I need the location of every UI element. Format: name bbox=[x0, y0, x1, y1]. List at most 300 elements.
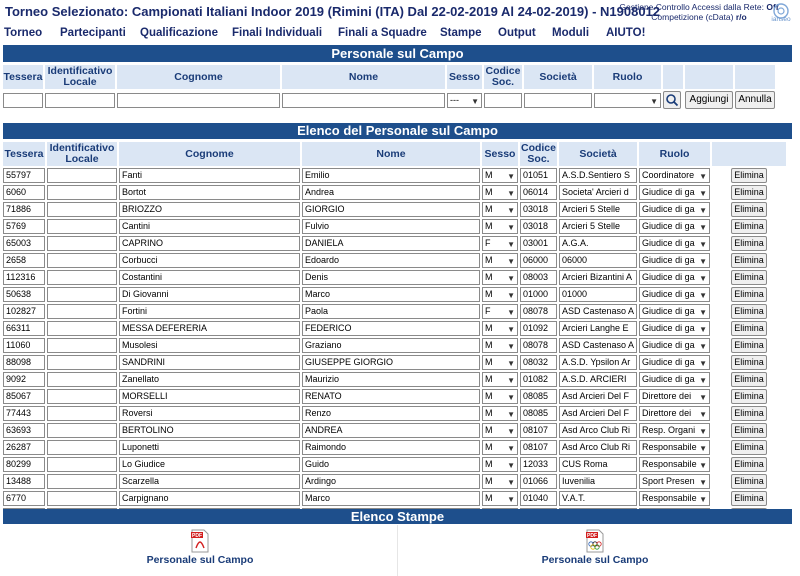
row-societa[interactable]: A.G.A. bbox=[559, 236, 637, 251]
row-societa[interactable]: Asd Arcieri Del F bbox=[559, 389, 637, 404]
row-identificativo[interactable] bbox=[47, 304, 117, 319]
row-nome[interactable]: Graziano bbox=[302, 338, 480, 353]
row-identificativo[interactable] bbox=[47, 457, 117, 472]
row-codice[interactable]: 01000 bbox=[520, 287, 557, 302]
row-identificativo[interactable] bbox=[47, 185, 117, 200]
chevron-down-icon: ▼ bbox=[507, 172, 515, 181]
delete-button[interactable]: Elimina bbox=[731, 338, 767, 353]
print-label[interactable]: Personale sul Campo bbox=[541, 554, 649, 566]
row-nome[interactable]: FEDERICO bbox=[302, 321, 480, 336]
row-tessera[interactable]: 63693 bbox=[3, 423, 45, 438]
tournament-title: Torneo Selezionato: Campionati Italiani Indoor 2019 (Rimini (ITA) Dal 22-02-2019 Al 24-02-2019) - N1908012 bbox=[5, 4, 661, 19]
row-sesso-select[interactable] bbox=[482, 338, 518, 353]
table-row bbox=[3, 423, 786, 438]
delete-button[interactable]: Elimina bbox=[731, 491, 767, 506]
menu-qualificazione[interactable]: Qualificazione bbox=[140, 27, 218, 39]
row-societa[interactable]: 06000 bbox=[559, 253, 637, 268]
list-col-sesso: Sesso bbox=[482, 142, 518, 166]
row-nome[interactable]: Marco bbox=[302, 491, 480, 506]
row-ruolo-value: Responsabile bbox=[642, 493, 697, 503]
chevron-down-icon: ▼ bbox=[507, 189, 515, 198]
row-sesso-value: M bbox=[485, 425, 493, 435]
row-ruolo-value: Direttore dei bbox=[642, 408, 692, 418]
row-cognome[interactable]: Di Giovanni bbox=[119, 287, 300, 302]
chevron-down-icon: ▼ bbox=[699, 206, 708, 215]
row-tessera[interactable]: 88098 bbox=[3, 355, 45, 370]
societa-input[interactable] bbox=[524, 93, 592, 108]
row-sesso-select[interactable] bbox=[482, 423, 518, 438]
row-ruolo-select[interactable] bbox=[639, 253, 710, 268]
pdf-icon[interactable] bbox=[190, 529, 210, 553]
row-nome[interactable]: Renzo bbox=[302, 406, 480, 421]
row-codice[interactable]: 01066 bbox=[520, 474, 557, 489]
chevron-down-icon: ▼ bbox=[507, 427, 515, 436]
access-line1: Gestione Controllo Accessi dalla Rete: bbox=[619, 2, 764, 12]
row-cognome[interactable]: Musolesi bbox=[119, 338, 300, 353]
row-cognome[interactable]: Cantini bbox=[119, 219, 300, 234]
chevron-down-icon: ▼ bbox=[699, 325, 708, 334]
row-tessera[interactable]: 66311 bbox=[3, 321, 45, 336]
cognome-input[interactable] bbox=[117, 93, 280, 108]
row-nome[interactable]: Fulvio bbox=[302, 219, 480, 234]
row-tessera[interactable]: 80299 bbox=[3, 457, 45, 472]
delete-button[interactable]: Elimina bbox=[731, 219, 767, 234]
row-identificativo[interactable] bbox=[47, 474, 117, 489]
row-ruolo-select[interactable] bbox=[639, 406, 710, 421]
menu-torneo[interactable]: Torneo bbox=[4, 27, 43, 39]
row-sesso-select[interactable] bbox=[482, 389, 518, 404]
chevron-down-icon: ▼ bbox=[699, 427, 708, 436]
row-sesso-value: M bbox=[485, 170, 493, 180]
row-sesso-select[interactable] bbox=[482, 304, 518, 319]
row-ruolo-select[interactable] bbox=[639, 202, 710, 217]
row-ruolo-select[interactable] bbox=[639, 423, 710, 438]
row-societa[interactable]: Asd Arco Club Ri bbox=[559, 423, 637, 438]
delete-button[interactable]: Elimina bbox=[731, 253, 767, 268]
row-ruolo-select[interactable] bbox=[639, 219, 710, 234]
row-nome[interactable]: Edoardo bbox=[302, 253, 480, 268]
menu-finali-individuali[interactable]: Finali Individuali bbox=[232, 27, 323, 39]
chevron-down-icon: ▼ bbox=[699, 342, 708, 351]
table-row bbox=[3, 491, 786, 506]
row-societa[interactable]: ASD Castenaso A bbox=[559, 338, 637, 353]
row-ruolo-value: Giudice di ga bbox=[642, 255, 695, 265]
search-icon bbox=[665, 93, 679, 107]
row-ruolo-select[interactable] bbox=[639, 440, 710, 455]
row-cognome[interactable]: Corbucci bbox=[119, 253, 300, 268]
menu-output[interactable]: Output bbox=[498, 27, 536, 39]
sesso-select-value: --- bbox=[450, 94, 459, 105]
row-identificativo[interactable] bbox=[47, 168, 117, 183]
row-tessera[interactable]: 9092 bbox=[3, 372, 45, 387]
row-tessera[interactable]: 6770 bbox=[3, 491, 45, 506]
menu-stampe[interactable]: Stampe bbox=[440, 27, 482, 39]
delete-button[interactable]: Elimina bbox=[731, 202, 767, 217]
row-sesso-select[interactable] bbox=[482, 253, 518, 268]
row-cognome[interactable]: Lo Giudice bbox=[119, 457, 300, 472]
row-codice[interactable]: 03001 bbox=[520, 236, 557, 251]
row-tessera[interactable]: 50638 bbox=[3, 287, 45, 302]
chevron-down-icon: ▼ bbox=[507, 308, 515, 317]
row-codice[interactable]: 08085 bbox=[520, 389, 557, 404]
row-codice[interactable]: 12033 bbox=[520, 457, 557, 472]
delete-button[interactable]: Elimina bbox=[731, 321, 767, 336]
row-identificativo[interactable] bbox=[47, 287, 117, 302]
row-societa[interactable]: Arcieri 5 Stelle bbox=[559, 219, 637, 234]
table-row bbox=[3, 406, 786, 421]
row-tessera[interactable]: 11060 bbox=[3, 338, 45, 353]
row-sesso-value: F bbox=[485, 306, 491, 316]
row-sesso-select[interactable] bbox=[482, 491, 518, 506]
delete-button[interactable]: Elimina bbox=[731, 236, 767, 251]
row-societa[interactable]: Iuvenilia bbox=[559, 474, 637, 489]
menu-finali-squadre[interactable]: Finali a Squadre bbox=[338, 27, 427, 39]
chevron-down-icon: ▼ bbox=[507, 495, 515, 504]
delete-button[interactable]: Elimina bbox=[731, 457, 767, 472]
row-cognome[interactable]: Bortot bbox=[119, 185, 300, 200]
row-ruolo-select[interactable] bbox=[639, 287, 710, 302]
row-ruolo-select[interactable] bbox=[639, 474, 710, 489]
row-identificativo[interactable] bbox=[47, 321, 117, 336]
form-col-nome: Nome bbox=[282, 65, 445, 89]
form-col-cognome: Cognome bbox=[117, 65, 280, 89]
row-ruolo-select[interactable] bbox=[639, 236, 710, 251]
row-cognome[interactable]: MORSELLI bbox=[119, 389, 300, 404]
row-societa[interactable]: V.A.T. bbox=[559, 491, 637, 506]
chevron-down-icon: ▼ bbox=[507, 478, 515, 487]
row-cognome[interactable]: BERTOLINO bbox=[119, 423, 300, 438]
row-ruolo-value: Coordinatore bbox=[642, 170, 695, 180]
row-identificativo[interactable] bbox=[47, 389, 117, 404]
row-sesso-select[interactable] bbox=[482, 457, 518, 472]
svg-text:PDF: PDF bbox=[192, 533, 202, 539]
table-row bbox=[3, 440, 786, 455]
row-sesso-value: M bbox=[485, 442, 493, 452]
row-ruolo-select[interactable] bbox=[639, 270, 710, 285]
chevron-down-icon: ▼ bbox=[699, 189, 708, 198]
chevron-down-icon: ▼ bbox=[699, 393, 708, 402]
row-identificativo[interactable] bbox=[47, 406, 117, 421]
row-codice[interactable]: 03018 bbox=[520, 219, 557, 234]
row-nome[interactable]: Emilio bbox=[302, 168, 480, 183]
row-ruolo-value: Giudice di ga bbox=[642, 323, 695, 333]
row-ruolo-select[interactable] bbox=[639, 185, 710, 200]
chevron-down-icon: ▼ bbox=[699, 240, 708, 249]
row-codice[interactable]: 06000 bbox=[520, 253, 557, 268]
row-identificativo[interactable] bbox=[47, 491, 117, 506]
access-control-status bbox=[606, 2, 792, 22]
row-nome[interactable]: GIUSEPPE GIORGIO bbox=[302, 355, 480, 370]
row-societa[interactable]: CUS Roma bbox=[559, 457, 637, 472]
row-societa[interactable]: ASD Castenaso A bbox=[559, 304, 637, 319]
row-sesso-value: M bbox=[485, 323, 493, 333]
form-col-codice: Codice Soc. bbox=[485, 65, 521, 88]
delete-button[interactable]: Elimina bbox=[731, 372, 767, 387]
row-ruolo-value: Responsabile bbox=[642, 442, 697, 452]
menu-moduli[interactable]: Moduli bbox=[552, 27, 590, 39]
row-cognome[interactable]: Fortini bbox=[119, 304, 300, 319]
chevron-down-icon: ▼ bbox=[699, 257, 708, 266]
row-identificativo[interactable] bbox=[47, 270, 117, 285]
row-codice[interactable]: 01051 bbox=[520, 168, 557, 183]
table-row bbox=[3, 168, 786, 183]
identificativo-input[interactable] bbox=[45, 93, 115, 108]
row-cognome[interactable]: Carpignano bbox=[119, 491, 300, 506]
row-nome[interactable]: Marco bbox=[302, 287, 480, 302]
prints-panel bbox=[3, 525, 792, 576]
table-row bbox=[3, 304, 786, 319]
row-sesso-select[interactable] bbox=[482, 236, 518, 251]
row-cognome[interactable]: Roversi bbox=[119, 406, 300, 421]
delete-button[interactable]: Elimina bbox=[731, 440, 767, 455]
row-tessera[interactable]: 71886 bbox=[3, 202, 45, 217]
row-societa[interactable]: Asd Arcieri Del F bbox=[559, 406, 637, 421]
chevron-down-icon: ▼ bbox=[507, 410, 515, 419]
delete-button[interactable]: Elimina bbox=[731, 406, 767, 421]
row-tessera[interactable]: 13488 bbox=[3, 474, 45, 489]
chevron-down-icon: ▼ bbox=[699, 495, 708, 504]
form-title: Personale sul Campo bbox=[3, 45, 792, 62]
row-identificativo[interactable] bbox=[47, 202, 117, 217]
row-codice[interactable]: 08078 bbox=[520, 338, 557, 353]
access-state[interactable]: Off bbox=[766, 2, 779, 12]
access-mode: r/o bbox=[735, 12, 747, 22]
search-button[interactable] bbox=[663, 91, 681, 109]
row-codice[interactable]: 08032 bbox=[520, 355, 557, 370]
form-col-search bbox=[663, 65, 683, 89]
row-sesso-value: M bbox=[485, 221, 493, 231]
menu-partecipanti[interactable]: Partecipanti bbox=[60, 27, 126, 39]
table-row bbox=[3, 338, 786, 353]
list-col-actions bbox=[712, 142, 786, 166]
delete-button[interactable]: Elimina bbox=[731, 304, 767, 319]
row-sesso-select[interactable] bbox=[482, 321, 518, 336]
row-codice[interactable]: 08003 bbox=[520, 270, 557, 285]
chevron-down-icon: ▼ bbox=[699, 410, 708, 419]
table-row bbox=[3, 253, 786, 268]
tessera-input[interactable] bbox=[3, 93, 43, 108]
row-sesso-select[interactable] bbox=[482, 287, 518, 302]
row-sesso-select[interactable] bbox=[482, 202, 518, 217]
sesso-select[interactable] bbox=[447, 93, 482, 108]
row-cognome[interactable]: SANDRINI bbox=[119, 355, 300, 370]
row-sesso-select[interactable] bbox=[482, 185, 518, 200]
row-tessera[interactable]: 112316 bbox=[3, 270, 45, 285]
table-row bbox=[3, 202, 786, 217]
row-ruolo-value: Giudice di ga bbox=[642, 204, 695, 214]
table-row bbox=[3, 372, 786, 387]
row-cognome[interactable]: BRIOZZO bbox=[119, 202, 300, 217]
row-codice[interactable]: 08078 bbox=[520, 304, 557, 319]
row-nome[interactable]: Andrea bbox=[302, 185, 480, 200]
chevron-down-icon: ▼ bbox=[507, 206, 515, 215]
chevron-down-icon: ▼ bbox=[699, 291, 708, 300]
row-societa[interactable]: A.S.D. Ypsilon Ar bbox=[559, 355, 637, 370]
row-tessera[interactable]: 85067 bbox=[3, 389, 45, 404]
row-ruolo-select[interactable] bbox=[639, 372, 710, 387]
row-nome[interactable]: DANIELA bbox=[302, 236, 480, 251]
chevron-down-icon: ▼ bbox=[507, 325, 515, 334]
row-cognome[interactable]: Zanellato bbox=[119, 372, 300, 387]
row-cognome[interactable]: MESSA DEFERERIA bbox=[119, 321, 300, 336]
row-codice[interactable]: 08107 bbox=[520, 423, 557, 438]
row-cognome[interactable]: Costantini bbox=[119, 270, 300, 285]
row-nome[interactable]: Denis bbox=[302, 270, 480, 285]
row-identificativo[interactable] bbox=[47, 253, 117, 268]
nome-input[interactable] bbox=[282, 93, 445, 108]
codice-input[interactable] bbox=[484, 93, 522, 108]
list-col-tessera: Tessera bbox=[3, 142, 45, 166]
delete-button[interactable]: Elimina bbox=[731, 185, 767, 200]
menu-aiuto[interactable]: AIUTO! bbox=[606, 27, 646, 39]
row-ruolo-value: Giudice di ga bbox=[642, 187, 695, 197]
row-nome[interactable]: Raimondo bbox=[302, 440, 480, 455]
row-tessera[interactable]: 65003 bbox=[3, 236, 45, 251]
row-ruolo-value: Giudice di ga bbox=[642, 272, 695, 282]
row-nome[interactable]: RENATO bbox=[302, 389, 480, 404]
print-item[interactable] bbox=[398, 525, 792, 576]
row-ruolo-value: Direttore dei bbox=[642, 391, 692, 401]
chevron-down-icon: ▼ bbox=[699, 444, 708, 453]
row-ruolo-select[interactable] bbox=[639, 338, 710, 353]
row-nome[interactable]: Maurizio bbox=[302, 372, 480, 387]
row-sesso-select[interactable] bbox=[482, 355, 518, 370]
row-ruolo-select[interactable] bbox=[639, 168, 710, 183]
row-codice[interactable]: 06014 bbox=[520, 185, 557, 200]
row-identificativo[interactable] bbox=[47, 355, 117, 370]
row-nome[interactable]: ANDREA bbox=[302, 423, 480, 438]
row-codice[interactable]: 03018 bbox=[520, 202, 557, 217]
chevron-down-icon: ▼ bbox=[699, 172, 708, 181]
row-identificativo[interactable] bbox=[47, 440, 117, 455]
row-codice[interactable]: 08107 bbox=[520, 440, 557, 455]
personnel-table bbox=[1, 140, 788, 525]
row-identificativo[interactable] bbox=[47, 423, 117, 438]
delete-button[interactable]: Elimina bbox=[731, 270, 767, 285]
table-row bbox=[3, 321, 786, 336]
row-identificativo[interactable] bbox=[47, 219, 117, 234]
table-row bbox=[3, 185, 786, 200]
add-button[interactable]: Aggiungi bbox=[685, 91, 733, 109]
row-societa[interactable]: A.S.D. ARCIERI bbox=[559, 372, 637, 387]
ruolo-select[interactable] bbox=[594, 93, 661, 108]
row-ruolo-select[interactable] bbox=[639, 457, 710, 472]
chevron-down-icon: ▼ bbox=[699, 223, 708, 232]
row-societa[interactable]: A.S.D.Sentiero S bbox=[559, 168, 637, 183]
chevron-down-icon: ▼ bbox=[507, 291, 515, 300]
chevron-down-icon: ▼ bbox=[699, 274, 708, 283]
cancel-button[interactable]: Annulla bbox=[735, 91, 775, 109]
row-codice[interactable]: 08085 bbox=[520, 406, 557, 421]
row-sesso-select[interactable] bbox=[482, 474, 518, 489]
row-codice[interactable]: 01040 bbox=[520, 491, 557, 506]
row-sesso-value: M bbox=[485, 476, 493, 486]
list-col-cognome: Cognome bbox=[119, 142, 300, 166]
row-societa[interactable]: Arcieri Bizantini A bbox=[559, 270, 637, 285]
row-ruolo-value: Giudice di ga bbox=[642, 221, 695, 231]
row-ruolo-value: Giudice di ga bbox=[642, 289, 695, 299]
pdf-olympic-icon[interactable] bbox=[585, 529, 605, 553]
print-item[interactable] bbox=[3, 525, 398, 576]
delete-button[interactable]: Elimina bbox=[731, 355, 767, 370]
row-codice[interactable]: 01092 bbox=[520, 321, 557, 336]
print-label[interactable]: Personale sul Campo bbox=[146, 554, 254, 566]
row-sesso-select[interactable] bbox=[482, 168, 518, 183]
row-identificativo[interactable] bbox=[47, 338, 117, 353]
row-tessera[interactable]: 102827 bbox=[3, 304, 45, 319]
form-col-cancel bbox=[735, 65, 775, 89]
list-title: Elenco del Personale sul Campo bbox=[3, 123, 792, 139]
row-ruolo-select[interactable] bbox=[639, 304, 710, 319]
row-ruolo-value: Sport Presen bbox=[642, 476, 695, 486]
row-tessera[interactable]: 55797 bbox=[3, 168, 45, 183]
row-sesso-value: M bbox=[485, 459, 493, 469]
row-societa[interactable]: Arcieri Langhe E bbox=[559, 321, 637, 336]
row-ruolo-value: Giudice di ga bbox=[642, 357, 695, 367]
table-row bbox=[3, 270, 786, 285]
row-ruolo-select[interactable] bbox=[639, 491, 710, 506]
delete-button[interactable]: Elimina bbox=[731, 474, 767, 489]
row-tessera[interactable]: 77443 bbox=[3, 406, 45, 421]
row-ruolo-select[interactable] bbox=[639, 389, 710, 404]
row-nome[interactable]: Ardingo bbox=[302, 474, 480, 489]
row-nome[interactable]: Guido bbox=[302, 457, 480, 472]
row-tessera[interactable]: 5769 bbox=[3, 219, 45, 234]
chevron-down-icon: ▼ bbox=[507, 240, 515, 249]
form-col-ruolo: Ruolo bbox=[594, 65, 661, 89]
row-sesso-value: M bbox=[485, 408, 493, 418]
form-col-societa: Società bbox=[524, 65, 592, 89]
ianseo-logo-icon[interactable] bbox=[766, 2, 796, 22]
row-nome[interactable]: Paola bbox=[302, 304, 480, 319]
chevron-down-icon: ▼ bbox=[650, 96, 658, 106]
row-tessera[interactable]: 2658 bbox=[3, 253, 45, 268]
row-cognome[interactable]: Luponetti bbox=[119, 440, 300, 455]
row-societa[interactable]: Societa' Arcieri d bbox=[559, 185, 637, 200]
row-cognome[interactable]: Scarzella bbox=[119, 474, 300, 489]
chevron-down-icon: ▼ bbox=[507, 461, 515, 470]
row-ruolo-select[interactable] bbox=[639, 321, 710, 336]
row-societa[interactable]: Asd Arco Club Ri bbox=[559, 440, 637, 455]
row-identificativo[interactable] bbox=[47, 372, 117, 387]
row-sesso-select[interactable] bbox=[482, 219, 518, 234]
row-sesso-select[interactable] bbox=[482, 440, 518, 455]
delete-button[interactable]: Elimina bbox=[731, 287, 767, 302]
table-row bbox=[3, 474, 786, 489]
delete-button[interactable]: Elimina bbox=[731, 389, 767, 404]
delete-button[interactable]: Elimina bbox=[731, 423, 767, 438]
row-tessera[interactable]: 6060 bbox=[3, 185, 45, 200]
form-col-add bbox=[685, 65, 733, 89]
form-col-tessera: Tessera bbox=[3, 65, 43, 89]
row-cognome[interactable]: CAPRINO bbox=[119, 236, 300, 251]
row-tessera[interactable]: 26287 bbox=[3, 440, 45, 455]
row-societa[interactable]: 01000 bbox=[559, 287, 637, 302]
row-sesso-select[interactable] bbox=[482, 406, 518, 421]
row-cognome[interactable]: Fanti bbox=[119, 168, 300, 183]
row-sesso-select[interactable] bbox=[482, 372, 518, 387]
row-societa[interactable]: Arcieri 5 Stelle bbox=[559, 202, 637, 217]
prints-title: Elenco Stampe bbox=[3, 509, 792, 524]
row-sesso-value: M bbox=[485, 187, 493, 197]
row-codice[interactable]: 01082 bbox=[520, 372, 557, 387]
row-sesso-select[interactable] bbox=[482, 270, 518, 285]
row-nome[interactable]: GIORGIO bbox=[302, 202, 480, 217]
delete-button[interactable]: Elimina bbox=[731, 168, 767, 183]
row-identificativo[interactable] bbox=[47, 236, 117, 251]
row-ruolo-select[interactable] bbox=[639, 355, 710, 370]
row-ruolo-value: Giudice di ga bbox=[642, 340, 695, 350]
